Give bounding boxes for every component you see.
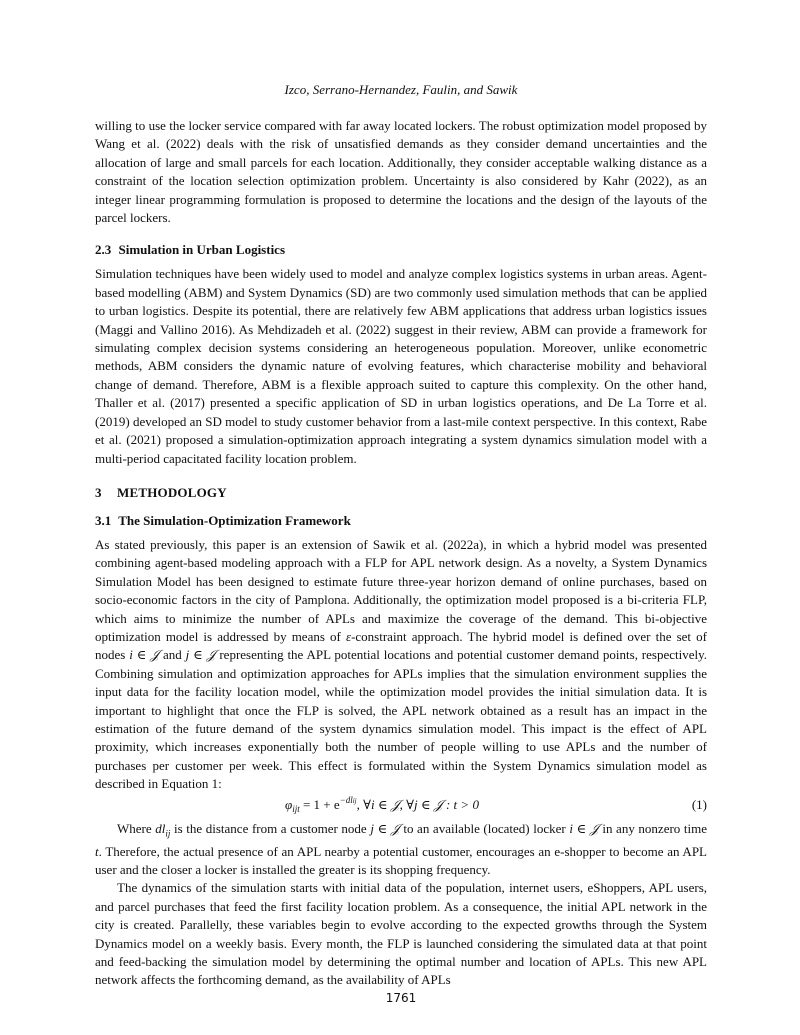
where-text-d: in any nonzero time	[598, 820, 707, 836]
page-number: 1761	[385, 991, 417, 1005]
paragraph-simulation: Simulation techniques have been widely used to model and analyze complex logistics systems in urban areas. Agent-based modelling (ABM) and System Dynamics (SD) are two commonly used simulation methods that can be applied to urban logistics. Despite its potential, there are relatively few ABM applications that address urban logistics issues (Maggi and Vallino 2016). As Mehdizadeh et al. (2022) suggest in their review, ABM can provide a framework for simulating complex decision systems considering an heterogeneous population. Moreover, unlike econometric methods, ABM considers the dynamic nature of evolving features, which characterise mobility and behavioral change of demand. Therefore, ABM is a flexible approach suited to capture this complexity. On the other hand, Thaller et al. (2017) presented a specific application of SD in urban logistics operations, and De La Torre et al. (2019) developed an SD model to study customer behavior from a last-mile context perspective. In this context, Rabe et al. (2021) proposed a simulation-optimization approach integrating a system dynamics simulation model with a multi-period capacitated facility location problem.	[95, 266, 707, 466]
section-number: 3	[95, 484, 102, 500]
math-and: and	[162, 647, 182, 663]
math-dl: dl	[155, 820, 166, 836]
math-j-node: j ∈ 𝒥	[370, 820, 400, 836]
subsection-heading-3-1	[95, 512, 707, 530]
page-body	[95, 117, 707, 990]
equation-number: (1)	[691, 796, 707, 812]
paragraph-intro: willing to use the locker service compared with far away located lockers. The robust optimization model proposed by Wang et al. (2022) deals with the risk of unsatisfied demands as they consider demand uncertainties and the allocation of large and small parcels for each location. Additionally, they consider acceptable walking distance as a constraint of the location selection optimization problem. Uncertainty is also considered by Kahr (2022), as an integer linear programming formulation is proposed to determine the locations and the design of the layouts of the parcel lockers.	[95, 118, 707, 226]
eq-rhs-a: = 1 + e	[299, 796, 340, 812]
epsilon-symbol: ε	[345, 628, 352, 644]
framework-text-c: representing the APL potential locations and potential customer demand points, respectively. Combining simulation and optimization approaches for APLs implies that the simulation environment supplies the input data for the facility location model, while the optimization model provides the initial simulation data. It is important to highlight that once the FLP is solved, the APL network obtained as a result has an impact in the estimation of the future demand of the system dynamics simulation model. This impact is the effect of APL proximity, which increases exponentially both the number of people willing to use APLs and the number of purchases per customer per week. This effect is formulated within the System Dynamics simulation model as described in Equation 1:	[95, 647, 708, 792]
math-i-in-I: i ∈ 𝒥	[129, 647, 160, 663]
subsection-title: The Simulation-Optimization Framework	[118, 512, 351, 528]
subsection-title: Simulation in Urban Logistics	[118, 242, 286, 258]
math-i-locker: i ∈ 𝒥	[569, 820, 599, 836]
framework-text-a: As stated previously, this paper is an extension of Sawik et al. (2022a), in which a hybrid model was presented combining agent-based modeling approach with a FLP for APL network design. As a novelty, a System Dynamics Simulation Model has been designed to estimate future three-year horizon demand of online purchases, based on socio-economic factors in the city of Pamplona. Additionally, the optimization model proposed is a bi-criteria FLP, which aims to minimize the number of APLs and maximize the coverage of the demand. This bi-objective optimization model is addressed by means of	[95, 536, 707, 644]
where-text-c: to an available (located) locker	[399, 820, 570, 836]
where-text-b: is the distance from a customer node	[170, 820, 371, 836]
math-t: t	[95, 843, 99, 859]
paragraph-where	[95, 820, 707, 880]
equation-1	[95, 794, 707, 820]
running-header: Izco, Serrano-Hernandez, Faulin, and Sawik	[284, 82, 518, 97]
eq-exponent-text: −dl	[339, 794, 353, 805]
subsection-heading-2-3	[95, 241, 707, 259]
section-title: METHODOLOGY	[117, 484, 227, 500]
section-heading-3	[95, 484, 707, 502]
paragraph-dynamics: The dynamics of the simulation starts with initial data of the population, internet users, eShoppers, APL users, and parcel purchases that feed the first facility location problem. As a consequence, the initial APL network in the city is created. Parallelly, these variables begin to evolve according to the expected growths through the System Dynamics model on a weekly basis. Every month, the FLP is launched considering the simulated data at that point and feed-backing the simulation model by determining the optimal number and location of APLs. This new APL network affects the forthcoming demand, as the availability of APLs	[95, 880, 707, 988]
equation-body	[285, 794, 479, 814]
math-dl-subscript: ij	[165, 828, 171, 839]
subsection-number: 3.1	[95, 512, 112, 528]
eq-phi: φ	[285, 796, 293, 812]
subsection-number: 2.3	[95, 242, 112, 258]
eq-rhs-b: , ∀i ∈ 𝒥, ∀j ∈ 𝒥 : t > 0	[356, 796, 479, 812]
where-text-a: Where	[117, 820, 156, 836]
eq-exponent	[340, 795, 357, 805]
math-j-in-J: j ∈ 𝒥	[185, 647, 216, 663]
paragraph-framework	[95, 536, 707, 794]
where-text-e: . Therefore, the actual presence of an APL nearby a potential customer, encourages an e-shopper to become an APL user and the closer a locker is installed the greater is its shopping frequency.	[95, 843, 707, 877]
framework-text-b: -constraint approach. The hybrid model is defined over the set of nodes	[95, 628, 707, 663]
eq-phi-subscript: ijt	[292, 803, 300, 814]
eq-exponent-sub: ij	[352, 796, 357, 805]
